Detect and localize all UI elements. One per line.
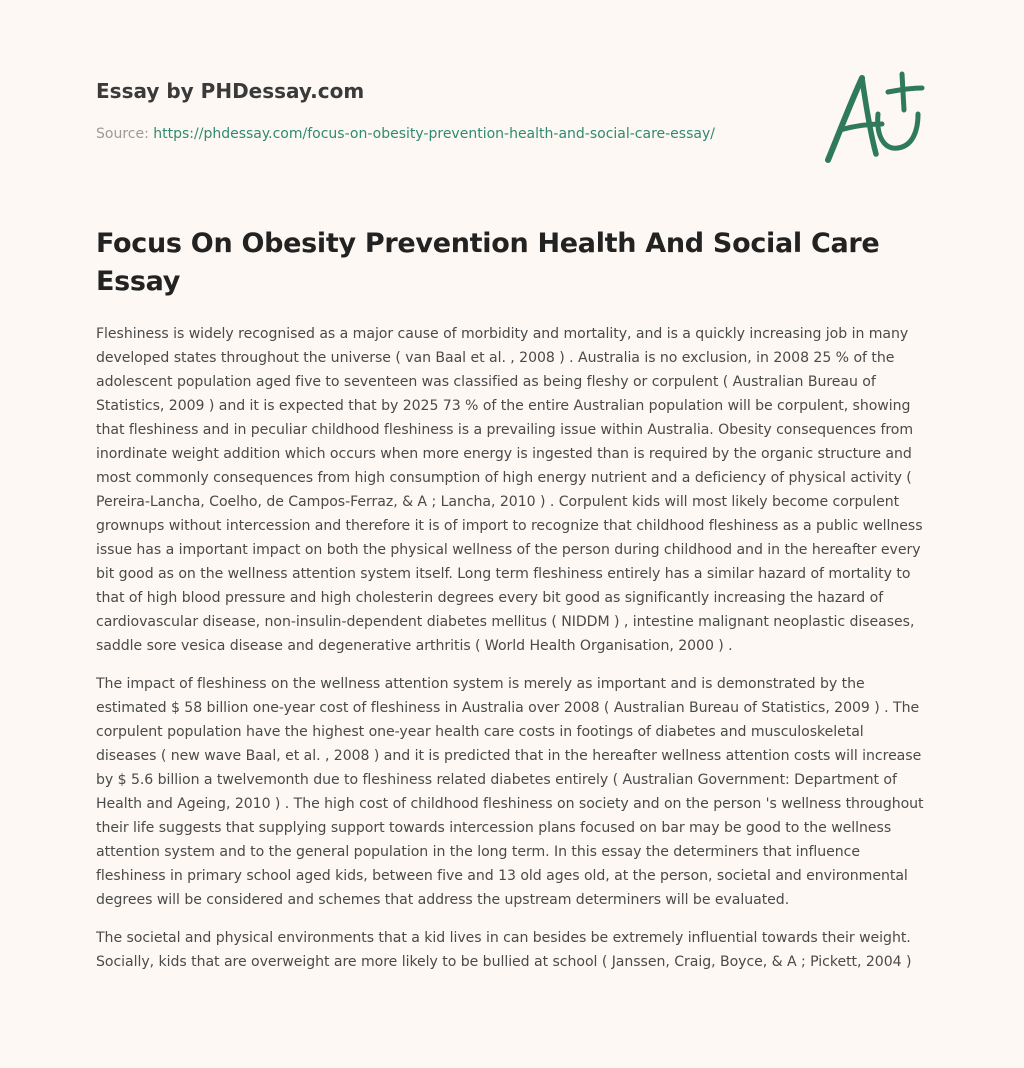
essay-paragraph: The impact of fleshiness on the wellness attention system is merely as important and is demonstrated by the estimated $ 58 billion one-year cost of fleshiness in Australia over 2008 ( Australian Bureau of Statistics, 2009 ) . The corpulent population have the highest one-year health care costs in footings of diabetes and musculoskeletal diseases ( new wave Baal, et al. , 2008 ) and it is predicted that in the hereafter wellness attention costs will increase by $ 5.6 billion a twelvemonth due to fleshiness related diabetes entirely ( Australian Government: Department of Health and Ageing, 2010 ) . The high cost of childhood fleshiness on society and on the person 's wellness throughout their life suggests that supplying support towards intercession plans focused on bar may be good to the wellness attention system and to the general population in the long term. In this essay the determiners that influence fleshiness in primary school aged kids, between five and 13 old ages old, at the person, societal and environmental degrees will be considered and schemes that address the upstream determiners will be evaluated.	[96, 676, 924, 908]
essay-body	[96, 322, 928, 988]
source-line	[96, 124, 796, 144]
essay-title: Focus On Obesity Prevention Health And Social Care Essay	[96, 228, 880, 297]
essay-header	[96, 77, 796, 144]
source-link[interactable]: https://phdessay.com/focus-on-obesity-prevention-health-and-social-care-essay/	[153, 126, 715, 142]
source-label: Source:	[96, 126, 149, 142]
essay-paragraph: The societal and physical environments that a kid lives in can besides be extremely influential towards their weight. Socially, kids that are overweight are more likely to be bullied at school ( Janssen, Craig, Boyce, & A ; Pickett, 2004 )	[96, 930, 912, 970]
essay-paragraph: Fleshiness is widely recognised as a major cause of morbidity and mortality, and is a quickly increasing job in many developed states throughout the universe ( van Baal et al. , 2008 ) . Australia is no exclusion, in 2008 25 % of the adolescent population aged five to seventeen was classified as being fleshy or corpulent ( Australian Bureau of Statistics, 2009 ) and it is expected that by 2025 73 % of the entire Australian population will be corpulent, showing that fleshiness and in peculiar childhood fleshiness is a prevailing issue within Australia. Obesity consequences from inordinate weight addition which occurs when more energy is ingested than is required by the organic structure and most commonly consequences from high consumption of high energy nutrient and a deficiency of physical activity ( Pereira-Lancha, Coelho, de Campos-Ferraz, & A ; Lancha, 2010 ) . Corpulent kids will most likely become corpulent grownups without intercession and therefore it is of import to recognize that childhood fleshiness as a public wellness issue has a important impact on both the physical wellness of the person during childhood and in the hereafter every bit good as on the wellness attention system itself. Long term fleshiness entirely has a similar hazard of mortality to that of high blood pressure and high cholesterin degrees every bit good as significantly increasing the hazard of cardiovascular disease, non-insulin-dependent diabetes mellitus ( NIDDM ) , intestine malignant neoplastic diseases, saddle sore vesica disease and degenerative arthritis ( World Health Organisation, 2000 ) .	[96, 326, 923, 654]
site-brand: Essay by PHDessay.com	[96, 79, 365, 103]
a-plus-logo-icon	[818, 66, 928, 166]
